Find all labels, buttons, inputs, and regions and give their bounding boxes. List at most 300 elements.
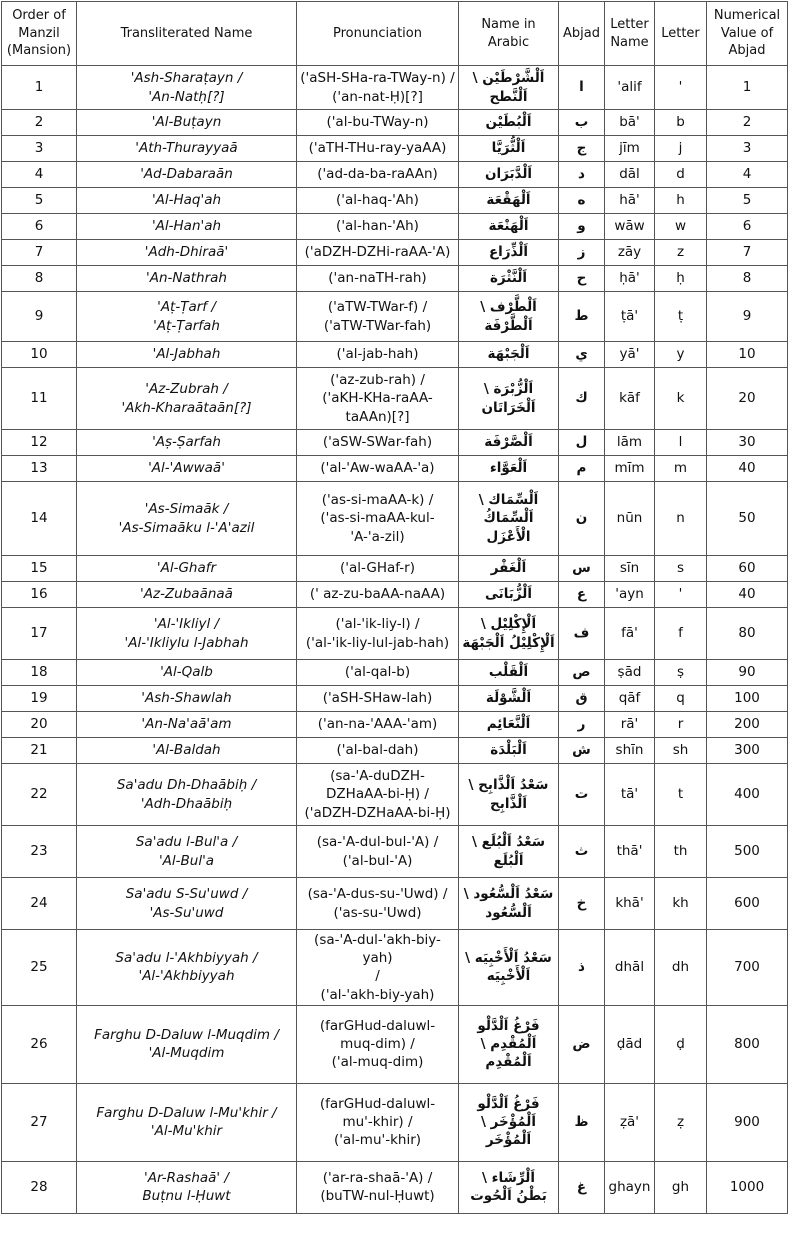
letter-cell: k (655, 368, 707, 430)
numerical-value-cell: 6 (707, 214, 788, 240)
arabic-name-cell-line: اَلْسِّمَاك \ (478, 492, 539, 509)
transliterated-name-cell-line: 'Adh-Dhaābiḥ (140, 795, 233, 812)
arabic-name-cell (459, 826, 559, 878)
arabic-name-cell-line: اَلْذِّرَاع (488, 244, 529, 261)
numerical-value-cell: 20 (707, 368, 788, 430)
pronunciation-cell-line: (sa-'A-dus-su-'Uwd) / (307, 886, 448, 903)
order-cell: 17 (2, 608, 77, 660)
letter-name-cell: 'ayn (605, 582, 655, 608)
arabic-name-cell-line: فَرْغُ اَلْدَّلْو (477, 1096, 540, 1113)
transliterated-name-cell-line: 'Adh-Dhiraā' (144, 244, 229, 261)
letter-cell: ' (655, 582, 707, 608)
letter-cell: l (655, 430, 707, 456)
transliterated-name-cell (77, 582, 297, 608)
letter-name-cell: thā' (605, 826, 655, 878)
letter-cell: m (655, 456, 707, 482)
transliterated-name-cell-line: 'Ad-Dabaraān (140, 166, 233, 183)
numerical-value-cell: 300 (707, 738, 788, 764)
header-abjad: Abjad (559, 2, 605, 66)
transliterated-name-cell (77, 188, 297, 214)
arabic-name-cell (459, 66, 559, 110)
pronunciation-cell-line: ('aTW-TWar-fah) (323, 317, 432, 334)
order-cell: 28 (2, 1161, 77, 1213)
numerical-value-cell: 700 (707, 930, 788, 1006)
transliterated-name-cell-line: 'An-Natḥ[?] (148, 88, 225, 105)
transliterated-name-cell (77, 368, 297, 430)
pronunciation-cell-line: ('al-han-'Ah) (336, 218, 419, 235)
transliterated-name-cell (77, 456, 297, 482)
abjad-cell: ض (559, 1005, 605, 1083)
abjad-cell: ل (559, 430, 605, 456)
numerical-value-cell: 8 (707, 266, 788, 292)
letter-name-cell: kāf (605, 368, 655, 430)
transliterated-name-cell-line: Sa'adu l-Bul'a / (135, 834, 238, 851)
table-row (2, 660, 788, 686)
arabic-name-cell-line: فَرْغُ اَلْدَّلْو (477, 1018, 540, 1035)
arabic-name-cell-line: اَلْإِكْلِيْل \ (480, 616, 537, 633)
arabic-name-cell-line: اَلْعَوَّاء (489, 460, 528, 477)
transliterated-name-cell (77, 482, 297, 556)
table-row (2, 582, 788, 608)
arabic-name-cell-line: سَعْدُ اَلْسُّعُود \ (463, 886, 554, 903)
abjad-cell: ن (559, 482, 605, 556)
order-cell: 4 (2, 162, 77, 188)
pronunciation-cell (297, 556, 459, 582)
order-cell: 1 (2, 66, 77, 110)
abjad-cell: ب (559, 110, 605, 136)
arabic-name-cell (459, 1161, 559, 1213)
pronunciation-cell-line: ('al-haq-'Ah) (336, 192, 419, 209)
letter-name-cell: zāy (605, 240, 655, 266)
pronunciation-cell-line: (buTW-nul-Ḥuwt) (320, 1188, 435, 1205)
letter-name-cell: 'alif (605, 66, 655, 110)
order-cell: 9 (2, 292, 77, 342)
arabic-name-cell (459, 110, 559, 136)
order-cell: 19 (2, 686, 77, 712)
letter-cell: w (655, 214, 707, 240)
transliterated-name-cell-line: 'Ath-Thurayyaā (135, 140, 238, 157)
pronunciation-cell (297, 110, 459, 136)
abjad-cell: ش (559, 738, 605, 764)
pronunciation-cell-line: ('as-si-maAA-k) / (321, 492, 434, 509)
letter-cell: h (655, 188, 707, 214)
arabic-name-cell-line: اَلْجَبْهَة (487, 346, 530, 363)
transliterated-name-cell (77, 1005, 297, 1083)
order-cell: 6 (2, 214, 77, 240)
numerical-value-cell: 40 (707, 456, 788, 482)
numerical-value-cell: 900 (707, 1083, 788, 1161)
arabic-name-cell-line: اَلْطَّرْفَة (484, 317, 533, 334)
numerical-value-cell: 400 (707, 764, 788, 826)
transliterated-name-cell-line: 'Al-'Ikliylu l-Jabhah (124, 634, 249, 651)
transliterated-name-cell-line: 'Akh-Kharaātaān[?] (121, 399, 252, 416)
transliterated-name-cell-line: 'Al-Han'ah (151, 218, 222, 235)
letter-name-cell: ḍād (605, 1005, 655, 1083)
arabic-name-cell (459, 738, 559, 764)
transliterated-name-cell-line: 'Al-Qalb (160, 664, 213, 681)
pronunciation-cell (297, 266, 459, 292)
pronunciation-cell-line: ('al-'akh-biy-yah) (320, 986, 435, 1003)
pronunciation-cell-line: (farGHud-daluwl- (319, 1096, 436, 1113)
arabic-name-cell (459, 368, 559, 430)
arabic-name-cell-line: الْأَعْزَل (486, 528, 531, 545)
transliterated-name-cell (77, 162, 297, 188)
pronunciation-cell (297, 930, 459, 1006)
pronunciation-cell (297, 188, 459, 214)
letter-cell: r (655, 712, 707, 738)
pronunciation-cell (297, 136, 459, 162)
arabic-name-cell-line: اَلْزُّبَانَى (485, 586, 532, 603)
pronunciation-cell-line: ('aSH-SHa-ra-TWay-n) / (300, 70, 455, 87)
letter-cell: n (655, 482, 707, 556)
letter-name-cell: ṣād (605, 660, 655, 686)
transliterated-name-cell-line: Farghu D-Daluw l-Mu'khir / (96, 1105, 277, 1122)
pronunciation-cell-line: ('aDZH-DZHi-raAA-'A) (304, 244, 451, 261)
order-cell: 5 (2, 188, 77, 214)
abjad-cell: ذ (559, 930, 605, 1006)
arabic-name-cell-line: اَلْبُلَع (493, 852, 524, 869)
transliterated-name-cell-line: Sa'adu S-Su'uwd / (125, 886, 248, 903)
abjad-cell: ق (559, 686, 605, 712)
pronunciation-cell (297, 342, 459, 368)
letter-name-cell: nūn (605, 482, 655, 556)
header-row (2, 2, 788, 66)
transliterated-name-cell-line: 'Aṭ-Ṭarfah (153, 317, 220, 334)
abjad-cell: ظ (559, 1083, 605, 1161)
pronunciation-cell (297, 240, 459, 266)
abjad-cell: ك (559, 368, 605, 430)
transliterated-name-cell-line: 'Aṭ-Ṭarf / (157, 299, 216, 316)
transliterated-name-cell (77, 1161, 297, 1213)
abjad-cell: ي (559, 342, 605, 368)
transliterated-name-cell-line: 'Ar-Rashaā' / (144, 1170, 229, 1187)
letter-name-cell: tā' (605, 764, 655, 826)
table-row (2, 686, 788, 712)
pronunciation-cell-line: ('al-bul-'A) (342, 852, 413, 869)
pronunciation-cell-line: ('an-naTH-rah) (328, 270, 427, 287)
table-row (2, 930, 788, 1006)
pronunciation-cell-line: ('al-mu'-khir) (333, 1132, 422, 1149)
abjad-cell: ف (559, 608, 605, 660)
transliterated-name-cell-line: 'Ash-Sharaṭayn / (130, 70, 243, 87)
header-numerical-value: Numerical Value of Abjad (707, 2, 788, 66)
table-row (2, 1005, 788, 1083)
numerical-value-cell: 2 (707, 110, 788, 136)
abjad-cell: د (559, 162, 605, 188)
pronunciation-cell-line: ('as-si-maAA-kul- (320, 510, 435, 527)
order-cell: 13 (2, 456, 77, 482)
arabic-name-cell-line: اَلْبُطَيْن (485, 114, 532, 131)
letter-cell: ḥ (655, 266, 707, 292)
pronunciation-cell-line: ('aTW-TWar-f) / (327, 299, 428, 316)
header-letter: Letter (655, 2, 707, 66)
pronunciation-cell-line: ('aSW-SWar-fah) (322, 434, 433, 451)
pronunciation-cell-line: ('ad-da-ba-raAAn) (317, 166, 438, 183)
pronunciation-cell-line: DZHaAA-bi-Ḥ) / (326, 786, 429, 803)
pronunciation-cell-line: ('al-'ik-liy-lul-jab-hah) (305, 634, 450, 651)
abjad-cell: ص (559, 660, 605, 686)
letter-cell: s (655, 556, 707, 582)
pronunciation-cell-line: (sa-'A-dul-bul-'A) / (316, 834, 439, 851)
letter-cell: f (655, 608, 707, 660)
pronunciation-cell-line: ('al-jab-hah) (336, 346, 419, 363)
table-row (2, 266, 788, 292)
transliterated-name-cell (77, 826, 297, 878)
transliterated-name-cell-line: 'Al-Bul'a (158, 852, 215, 869)
numerical-value-cell: 60 (707, 556, 788, 582)
pronunciation-cell-line: (sa-'A-duDZH- (330, 768, 425, 785)
transliterated-name-cell (77, 930, 297, 1006)
letter-cell: th (655, 826, 707, 878)
arabic-name-cell (459, 456, 559, 482)
transliterated-name-cell-line: 'An-Na'aā'am (141, 716, 232, 733)
letter-cell: j (655, 136, 707, 162)
transliterated-name-cell-line: 'Az-Zubrah / (145, 381, 228, 398)
arabic-name-cell-line: اَلْشَّوْلَة (485, 690, 532, 707)
abjad-cell: ت (559, 764, 605, 826)
numerical-value-cell: 5 (707, 188, 788, 214)
transliterated-name-cell-line: Buṭnu l-Ḥuwt (142, 1188, 231, 1205)
transliterated-name-cell-line: 'Al-'Akhbiyyah (138, 968, 235, 985)
pronunciation-cell (297, 1083, 459, 1161)
table-row (2, 136, 788, 162)
transliterated-name-cell-line: 'Al-Jabhah (152, 346, 221, 363)
pronunciation-cell (297, 878, 459, 930)
numerical-value-cell: 4 (707, 162, 788, 188)
pronunciation-cell (297, 826, 459, 878)
abjad-cell: ح (559, 266, 605, 292)
pronunciation-cell-line: ('ar-ra-shaā-'A) / (322, 1170, 433, 1187)
transliterated-name-cell (77, 712, 297, 738)
letter-name-cell: wāw (605, 214, 655, 240)
arabic-name-cell-line: اَلْنَّثْرَة (489, 270, 528, 287)
transliterated-name-cell (77, 430, 297, 456)
letter-name-cell: dāl (605, 162, 655, 188)
letter-name-cell: ṭā' (605, 292, 655, 342)
arabic-name-cell-line: اَلْزُّبْرَة \ (483, 381, 534, 398)
order-cell: 24 (2, 878, 77, 930)
abjad-cell: ر (559, 712, 605, 738)
pronunciation-cell-line: (' az-zu-baAA-naAA) (309, 586, 446, 603)
transliterated-name-cell (77, 136, 297, 162)
order-cell: 18 (2, 660, 77, 686)
arabic-name-cell-line: اَلْمُؤْخَر (485, 1132, 532, 1149)
pronunciation-cell-line: ('al-muq-dim) (331, 1054, 424, 1071)
letter-name-cell: ḥā' (605, 266, 655, 292)
transliterated-name-cell-line: 'Al-Muqdim (148, 1045, 225, 1062)
table-row (2, 556, 788, 582)
order-cell: 14 (2, 482, 77, 556)
pronunciation-cell (297, 660, 459, 686)
pronunciation-cell-line: ('al-'Aw-waAA-'a) (320, 460, 435, 477)
abjad-cell: ط (559, 292, 605, 342)
pronunciation-cell (297, 1161, 459, 1213)
order-cell: 3 (2, 136, 77, 162)
table-row (2, 878, 788, 930)
table-row (2, 482, 788, 556)
arabic-name-cell-line: اَلْثُّرَيَّا (491, 140, 526, 157)
letter-name-cell: rā' (605, 712, 655, 738)
arabic-name-cell-line: اَلْطَّرْف \ (480, 299, 537, 316)
table-row (2, 188, 788, 214)
abjad-cell: م (559, 456, 605, 482)
pronunciation-cell (297, 66, 459, 110)
letter-cell: ḍ (655, 1005, 707, 1083)
transliterated-name-cell-line: Farghu D-Daluw l-Muqdim / (94, 1027, 279, 1044)
pronunciation-cell-line: ('as-su-'Uwd) (333, 904, 422, 921)
arabic-name-cell-line: اَلْمُقْدِم \ (480, 1036, 537, 1053)
arabic-name-cell (459, 712, 559, 738)
transliterated-name-cell-line: 'Al-'Ikliyl / (153, 616, 220, 633)
pronunciation-cell-line: ('al-bu-TWay-n) (326, 114, 429, 131)
transliterated-name-cell-line: 'As-Simaāk / (144, 501, 229, 518)
abjad-cell: ع (559, 582, 605, 608)
numerical-value-cell: 500 (707, 826, 788, 878)
pronunciation-cell-line: (sa-'A-dul-'akh-biy-yah) (314, 932, 441, 967)
letter-cell: ' (655, 66, 707, 110)
transliterated-name-cell (77, 292, 297, 342)
arabic-name-cell (459, 240, 559, 266)
letter-name-cell: mīm (605, 456, 655, 482)
arabic-name-cell (459, 608, 559, 660)
transliterated-name-cell-line: 'Al-Haq'ah (151, 192, 222, 209)
table-row (2, 1083, 788, 1161)
numerical-value-cell: 1000 (707, 1161, 788, 1213)
header-pronunciation: Pronunciation (297, 2, 459, 66)
transliterated-name-cell (77, 240, 297, 266)
pronunciation-cell-line: ('al-bal-dah) (336, 742, 419, 759)
table-row (2, 66, 788, 110)
letter-name-cell: dhāl (605, 930, 655, 1006)
arabic-name-cell (459, 764, 559, 826)
letter-cell: kh (655, 878, 707, 930)
letter-name-cell: sīn (605, 556, 655, 582)
numerical-value-cell: 1 (707, 66, 788, 110)
letter-cell: ẓ (655, 1083, 707, 1161)
arabic-name-cell (459, 162, 559, 188)
arabic-name-cell-line: اَلْنَّعَائِم (486, 716, 531, 733)
order-cell: 15 (2, 556, 77, 582)
arabic-name-cell-line: اَلْرِّشَاء \ (482, 1170, 535, 1187)
letter-name-cell: khā' (605, 878, 655, 930)
letter-name-cell: lām (605, 430, 655, 456)
pronunciation-cell-line: muq-dim) / (340, 1036, 415, 1053)
arabic-name-cell-line: اَلْخَرَاتَان (481, 399, 536, 416)
arabic-name-cell (459, 582, 559, 608)
numerical-value-cell: 7 (707, 240, 788, 266)
pronunciation-cell-line: ('al-qal-b) (344, 664, 411, 681)
order-cell: 25 (2, 930, 77, 1006)
arabic-name-cell (459, 686, 559, 712)
letter-name-cell: hā' (605, 188, 655, 214)
table-row (2, 214, 788, 240)
pronunciation-cell (297, 482, 459, 556)
pronunciation-cell (297, 582, 459, 608)
pronunciation-cell-line: mu'-khir) / (342, 1114, 413, 1131)
arabic-name-cell (459, 188, 559, 214)
transliterated-name-cell (77, 764, 297, 826)
abjad-cell: ه (559, 188, 605, 214)
letter-cell: ṣ (655, 660, 707, 686)
numerical-value-cell: 100 (707, 686, 788, 712)
pronunciation-cell-line: ('al-GHaf-r) (340, 560, 415, 577)
order-cell: 16 (2, 582, 77, 608)
numerical-value-cell: 9 (707, 292, 788, 342)
order-cell: 27 (2, 1083, 77, 1161)
abjad-cell: ج (559, 136, 605, 162)
arabic-name-cell (459, 556, 559, 582)
order-cell: 12 (2, 430, 77, 456)
numerical-value-cell: 3 (707, 136, 788, 162)
abjad-cell: ا (559, 66, 605, 110)
letter-name-cell: ẓā' (605, 1083, 655, 1161)
pronunciation-cell-line: taAAn)[?] (345, 408, 410, 425)
abjad-cell: غ (559, 1161, 605, 1213)
arabic-name-cell-line: اَلْصَّرْفَة (484, 434, 533, 451)
arabic-name-cell-line: بَطْنُ اَلْحُوت (470, 1188, 547, 1205)
table-row (2, 456, 788, 482)
numerical-value-cell: 30 (707, 430, 788, 456)
pronunciation-cell (297, 608, 459, 660)
transliterated-name-cell (77, 608, 297, 660)
table-row (2, 738, 788, 764)
arabic-name-cell (459, 878, 559, 930)
arabic-name-cell-line: اَلْأَخْبِيَه (486, 968, 531, 985)
letter-cell: d (655, 162, 707, 188)
arabic-name-cell (459, 214, 559, 240)
table-row (2, 1161, 788, 1213)
numerical-value-cell: 10 (707, 342, 788, 368)
letter-name-cell: shīn (605, 738, 655, 764)
letter-name-cell: fā' (605, 608, 655, 660)
transliterated-name-cell-line: 'Aṣ-Ṣarfah (152, 434, 221, 451)
pronunciation-cell (297, 764, 459, 826)
letter-cell: b (655, 110, 707, 136)
table-row (2, 162, 788, 188)
transliterated-name-cell-line: 'Al-Buṭayn (151, 114, 222, 131)
header-transliterated-name: Transliterated Name (77, 2, 297, 66)
arabic-name-cell (459, 136, 559, 162)
manzil-table (1, 1, 788, 1214)
pronunciation-cell-line: ('aSH-SHaw-lah) (322, 690, 433, 707)
numerical-value-cell: 50 (707, 482, 788, 556)
table-row (2, 240, 788, 266)
arabic-name-cell (459, 292, 559, 342)
header-name-in-arabic: Name in Arabic (459, 2, 559, 66)
arabic-name-cell-line: اَلْنَّطح (489, 88, 528, 105)
table-row (2, 368, 788, 430)
transliterated-name-cell (77, 556, 297, 582)
order-cell: 7 (2, 240, 77, 266)
numerical-value-cell: 80 (707, 608, 788, 660)
order-cell: 21 (2, 738, 77, 764)
arabic-name-cell-line: اَلْذَّابِح (490, 795, 527, 812)
transliterated-name-cell-line: 'Al-Baldah (152, 742, 221, 759)
header-letter-name: Letter Name (605, 2, 655, 66)
order-cell: 10 (2, 342, 77, 368)
letter-cell: ṭ (655, 292, 707, 342)
pronunciation-cell-line: / (375, 968, 380, 985)
transliterated-name-cell-line: 'Al-Mu'khir (150, 1123, 223, 1140)
letter-name-cell: qāf (605, 686, 655, 712)
table-row (2, 826, 788, 878)
arabic-name-cell-line: اَلْمُؤْخَر \ (481, 1114, 536, 1131)
arabic-name-cell-line: سَعْدُ اَلْذَّابِح \ (468, 777, 549, 794)
transliterated-name-cell (77, 214, 297, 240)
arabic-name-cell-line: اَلْغَفْر (490, 560, 527, 577)
transliterated-name-cell (77, 738, 297, 764)
letter-cell: z (655, 240, 707, 266)
